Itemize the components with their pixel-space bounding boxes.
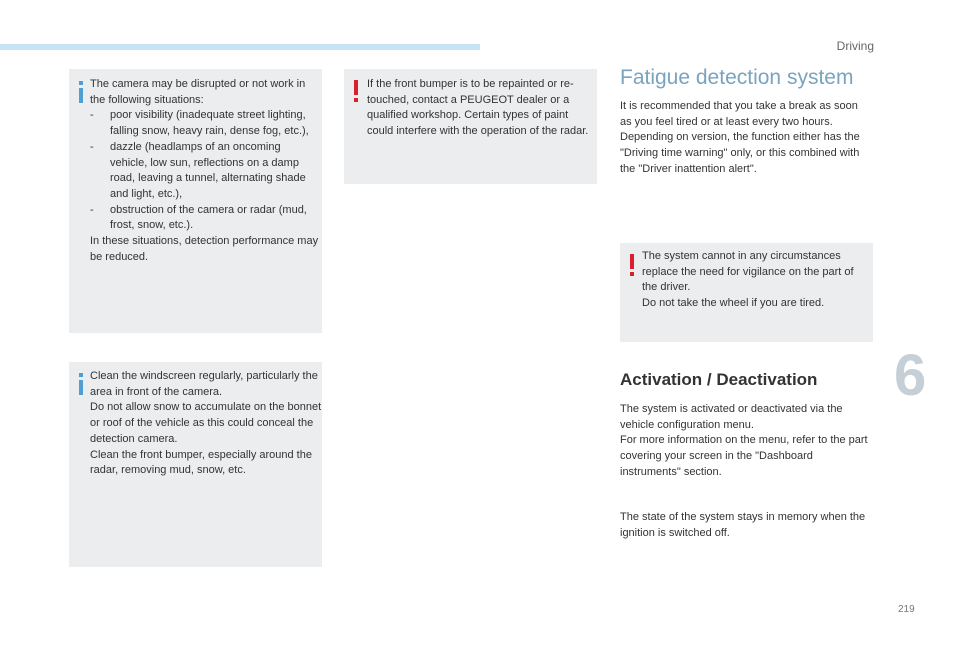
info-paragraph: Clean the windscreen regularly, particularly the area in front of the camera. [90, 370, 318, 398]
warning-box-bumper [344, 69, 597, 184]
body-paragraph: Depending on version, the function either has the "Driving time warning" only, or this combined with the "Driver inattention alert". [620, 131, 860, 175]
warning-box-vigilance [620, 243, 873, 342]
info-icon [79, 373, 83, 395]
info-icon [79, 81, 83, 103]
situation-list [90, 108, 320, 234]
info-intro: The camera may be disrupted or not work in the following situations: [90, 78, 306, 106]
body-paragraph: The state of the system stays in memory when the ignition is switched off. [620, 511, 866, 539]
info-outro: In these situations, detection performance may be reduced. [90, 235, 319, 263]
fatigue-intro [620, 99, 860, 178]
info-box-camera-disruption [69, 69, 322, 333]
info-box-cleaning [69, 362, 322, 567]
info-paragraph: Do not allow snow to accumulate on the bonnet or roof of the vehicle as this could conceal the detection camera. [90, 401, 322, 445]
chapter-number: 6 [894, 343, 927, 408]
section-label: Driving [836, 39, 874, 53]
memory-text [620, 510, 872, 541]
body-paragraph: It is recommended that you take a break as soon as you feel tired or at least every two hours. [620, 100, 858, 128]
info-paragraph: Clean the front bumper, especially around the radar, removing mud, snow, etc. [90, 448, 312, 477]
subsection-title: Activation / Deactivation [620, 370, 818, 389]
warning-icon [354, 80, 358, 102]
list-item: - poor visibility (inadequate street lighting, falling snow, heavy rain, dense fog, etc.), [90, 108, 320, 139]
warning-icon [630, 254, 634, 276]
warning-text: If the front bumper is to be repainted or re-touched, contact a PEUGEOT dealer or a qualified workshop. Certain types of paint could interfere with the operation of the radar. [367, 78, 589, 138]
warning-paragraph: Do not take the wheel if you are tired. [642, 297, 825, 310]
page-number: 219 [898, 604, 915, 615]
activation-text [620, 402, 872, 481]
list-item: - obstruction of the camera or radar (mud, frost, snow, etc.). [90, 203, 320, 234]
section-title: Fatigue detection system [620, 66, 854, 89]
body-paragraph: The system is activated or deactivated via the vehicle configuration menu. [620, 403, 843, 431]
warning-paragraph: The system cannot in any circumstances replace the need for vigilance on the part of the driver. [642, 250, 854, 294]
body-paragraph: For more information on the menu, refer to the part covering your screen in the "Dashboard instruments" section. [620, 434, 868, 478]
header-color-bar [0, 44, 480, 50]
list-item: - dazzle (headlamps of an oncoming vehicle, low sun, reflections on a damp road, leaving a tunnel, alternating shade and light, etc.), [90, 140, 320, 203]
